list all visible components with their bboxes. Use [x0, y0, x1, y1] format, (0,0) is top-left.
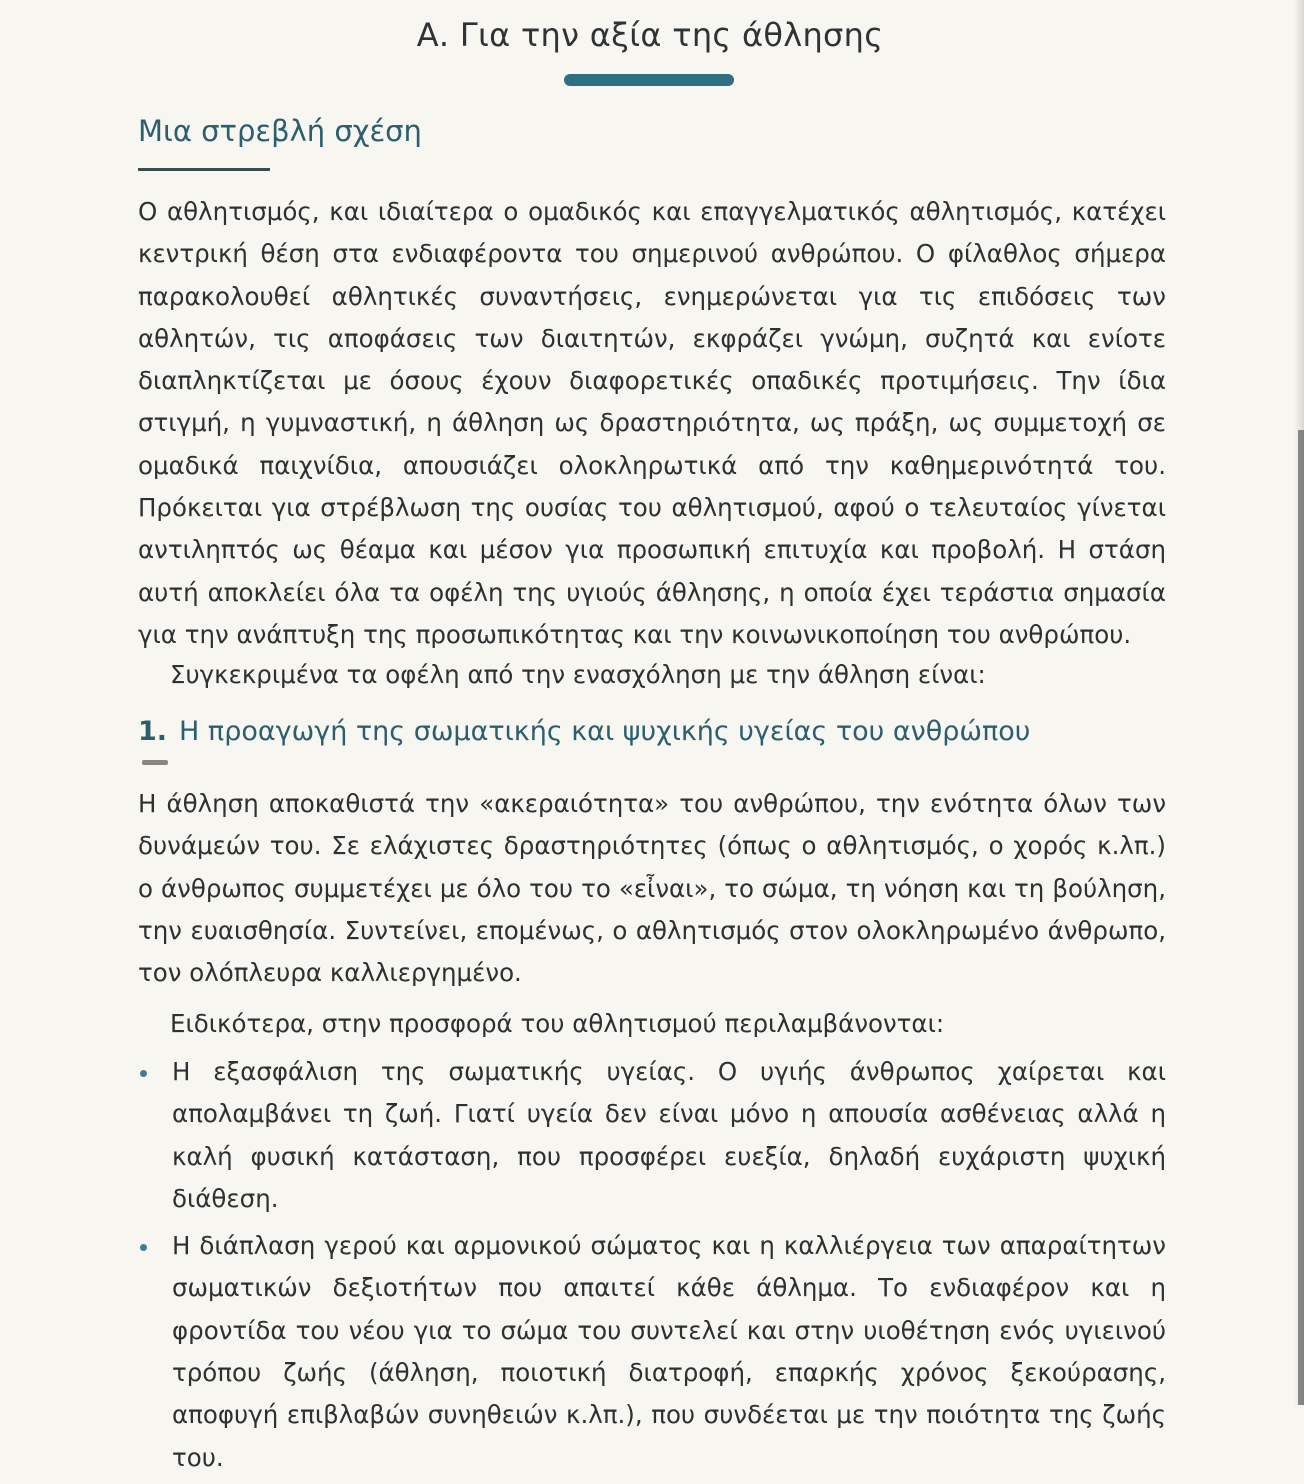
- list-item-text: Η διάπλαση γερού και αρμονικού σώματος και η καλλιέργεια των απαραίτητων σωματικών δεξιοτήτων που απαιτεί κάθε άθλημα. Το ενδιαφέρον και η φροντίδα του νέου για το σώμα του συντελεί και στην υιοθέτηση ενός υγιεινού τρόπου ζωής (άθληση, ποιοτική διατροφή, επαρκής χρόνος ξεκούρασης, αποφυγή επιβλαβών συνηθειών κ.λπ.), που συνδέεται με την ποιότητα της ζωής του.: [172, 1231, 1166, 1472]
- subsection-intro: Ειδικότερα, στην προσφορά του αθλητισμού περιλαμβάνονται:: [170, 1009, 945, 1038]
- section-underline: [138, 168, 270, 171]
- list-item: [138, 1051, 1166, 1220]
- title-decoration-bar: [564, 74, 734, 86]
- benefits-list: [138, 1051, 1166, 1484]
- subsection-marker: [142, 760, 168, 765]
- subsection-title: Η προαγωγή της σωματικής και ψυχικής υγείας του ανθρώπου: [179, 716, 1031, 747]
- list-item: [138, 1225, 1166, 1479]
- section-paragraph: Ο αθλητισμός, και ιδιαίτερα ο ομαδικός και επαγγελματικός αθλητισμός, κατέχει κεντρική θέση στα ενδιαφέροντα του σημερινού ανθρώπου. Ο φίλαθλος σήμερα παρακολουθεί αθλητικές συναντήσεις, ενημερώνεται για τις επιδόσεις των αθλητών, τις αποφάσεις των διαιτητών, εκφράζει γνώμη, συζητά και ενίοτε διαπληκτίζεται με όσους έχουν διαφορετικές οπαδικές προτιμήσεις. Την ίδια στιγμή, η γυμναστική, η άθληση ως δραστηριότητα, ως πράξη, ως συμμετοχή σε ομαδικά παιχνίδια, απουσιάζει ολοκληρωτικά από την καθημερινότητά του. Πρόκειται για στρέβλωση της ουσίας του αθλητισμού, αφού ο τελευταίος γίνεται αντιληπτός ως θέαμα και μέσον για προσωπική επιτυχία και προβολή. Η στάση αυτή αποκλείει όλα τα οφέλη της υγιούς άθλησης, η οποία έχει τεράστια σημασία για την ανάπτυξη της προσωπικότητας και την κοινωνικοποίηση του ανθρώπου.: [138, 197, 1166, 649]
- page-title: Α. Για την αξία της άθλησης: [416, 16, 884, 54]
- bullet-icon: [140, 1070, 147, 1077]
- subsection-number: 1.: [138, 716, 168, 747]
- subsection-paragraph: Η άθληση αποκαθιστά την «ακεραιότητα» του ανθρώπου, την ενότητα όλων των δυνάμεών του. Σε ελάχιστες δραστηριότητες (όπως ο αθλητισμός, ο χορός κ.λπ.) ο άνθρωπος συμμετέχει με όλο του το «εἶναι», το σώμα, τη νόηση και τη βούληση, την ευαισθησία. Συντείνει, επομένως, ο αθλητισμός στον ολοκληρωμένο άνθρωπο, τον ολόπλευρα καλλιεργημένο.: [138, 789, 1166, 988]
- scan-edge-shadow: [1298, 430, 1304, 1405]
- bullet-icon: [140, 1244, 147, 1251]
- subsection-heading: [138, 716, 1030, 747]
- section-intro: Συγκεκριμένα τα οφέλη από την ενασχόληση με την άθληση είναι:: [170, 660, 986, 689]
- section-heading: Μια στρεβλή σχέση: [138, 114, 422, 148]
- list-item-text: Η εξασφάλιση της σωματικής υγείας. Ο υγιής άνθρωπος χαίρεται και απολαμβάνει τη ζωή. Γιατί υγεία δεν είναι μόνο η απουσία ασθένειας αλλά η καλή φυσική κατάσταση, που προσφέρει ευεξία, δηλαδή ευχάριστη ψυχική διάθεση.: [172, 1057, 1166, 1213]
